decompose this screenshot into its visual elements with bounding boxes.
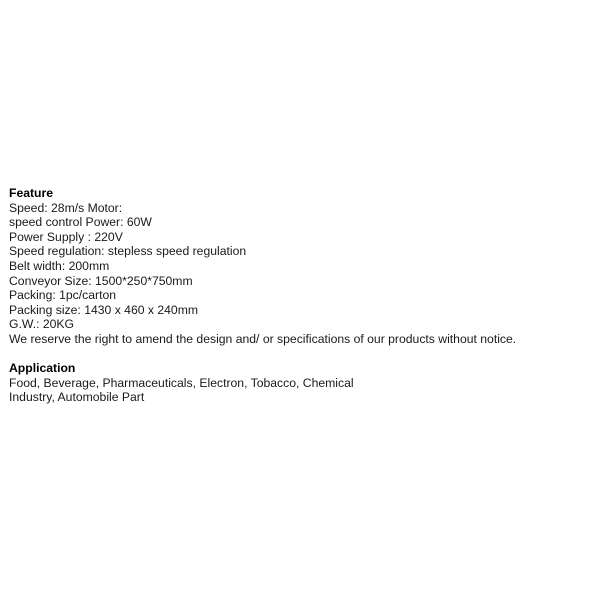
feature-line: Speed regulation: stepless speed regulation <box>9 244 247 259</box>
feature-section <box>9 186 594 347</box>
feature-heading: Feature <box>9 186 54 200</box>
product-description <box>9 186 594 405</box>
application-line: Food, Beverage, Pharmaceuticals, Electron, Tobacco, Chemical <box>9 375 354 390</box>
notice-line: We reserve the right to amend the design and/ or specifications of our products without notice. <box>9 331 517 346</box>
feature-line: Conveyor Size: 1500*250*750mm <box>9 273 193 288</box>
application-heading: Application <box>9 361 76 376</box>
feature-line: Speed: 28m/s Motor: <box>9 200 123 215</box>
feature-line: speed control Power: 60W <box>9 215 152 230</box>
feature-line: Packing: 1pc/carton <box>9 288 117 303</box>
feature-line: Power Supply : 220V <box>9 229 123 244</box>
application-section <box>9 361 594 405</box>
section-spacer <box>9 347 594 362</box>
feature-line: Packing size: 1430 x 460 x 240mm <box>9 302 199 317</box>
application-line: Industry, Automobile Part <box>9 390 145 405</box>
feature-line: Belt width: 200mm <box>9 258 110 273</box>
feature-line: G.W.: 20KG <box>9 317 75 332</box>
